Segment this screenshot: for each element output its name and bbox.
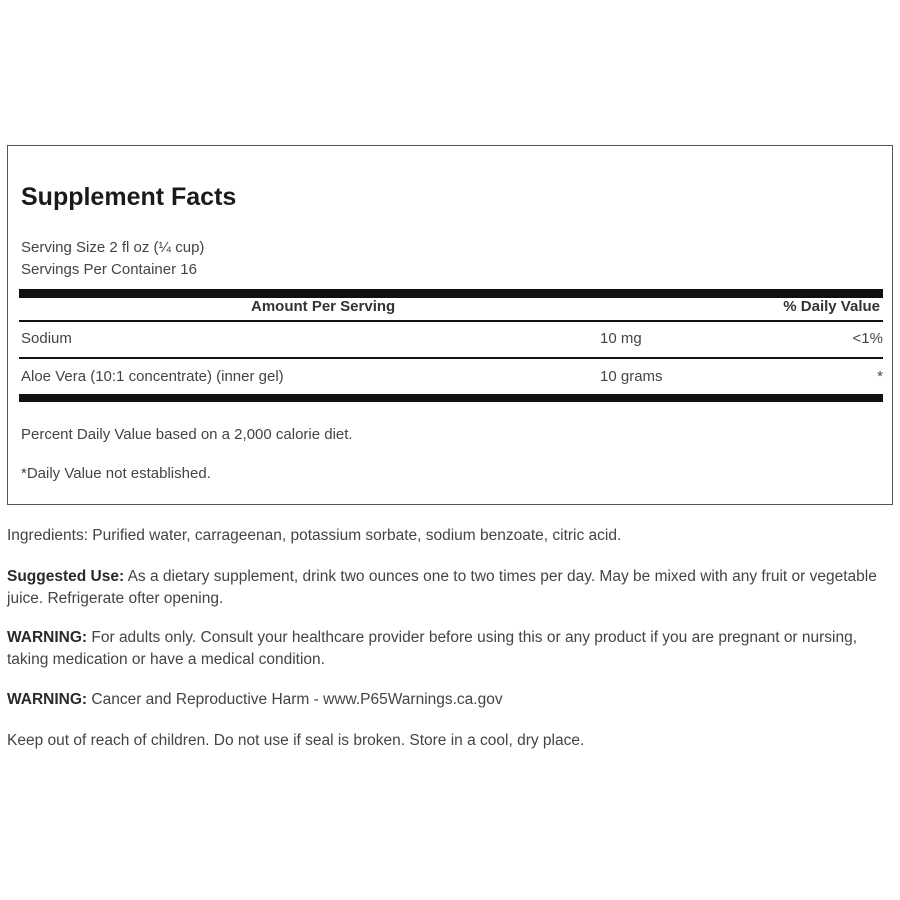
table-row bbox=[19, 326, 883, 356]
storage-text bbox=[7, 730, 887, 752]
warning-label: WARNING: bbox=[7, 691, 88, 708]
table-row bbox=[19, 364, 883, 394]
thin-divider bbox=[19, 320, 883, 322]
not-established-footnote: *Daily Value not established. bbox=[21, 465, 211, 482]
suggested-use-body: As a dietary supplement, drink two ounces one to two times per day. May be mixed with any fruit or vegetable juice. Refrigerate ofter opening. bbox=[7, 568, 877, 607]
serving-size: Serving Size 2 fl oz (¼ cup) bbox=[21, 239, 205, 256]
warning-prop65-body: Cancer and Reproductive Harm - www.P65Warnings.ca.gov bbox=[87, 691, 503, 708]
warning-prop65-text bbox=[7, 689, 887, 711]
nutrient-amount: 10 mg bbox=[600, 330, 642, 347]
warning-adults-body: For adults only. Consult your healthcare provider before using this or any product if you are pregnant or nursing, taking medication or have a medical condition. bbox=[7, 629, 858, 668]
daily-value-header: % Daily Value bbox=[783, 298, 880, 315]
thin-divider bbox=[19, 357, 883, 359]
thick-divider bbox=[19, 394, 883, 402]
nutrient-daily-value: <1% bbox=[852, 330, 883, 347]
nutrient-name: Sodium bbox=[21, 330, 72, 347]
warning-label: WARNING: bbox=[7, 629, 88, 646]
suggested-use-label: Suggested Use: bbox=[7, 568, 125, 585]
nutrient-amount: 10 grams bbox=[600, 368, 663, 385]
supplement-facts-panel bbox=[7, 145, 893, 505]
daily-value-footnote: Percent Daily Value based on a 2,000 calorie diet. bbox=[21, 426, 353, 443]
suggested-use-text bbox=[7, 566, 887, 610]
ingredients-body: Ingredients: Purified water, carrageenan, potassium sorbate, sodium benzoate, citric acid. bbox=[7, 527, 622, 544]
facts-title: Supplement Facts bbox=[21, 183, 237, 211]
amount-per-serving-header: Amount Per Serving bbox=[251, 298, 396, 315]
servings-per-container: Servings Per Container 16 bbox=[21, 261, 197, 278]
thick-divider bbox=[19, 289, 883, 298]
warning-adults-text bbox=[7, 627, 887, 671]
ingredients-text bbox=[7, 525, 887, 547]
nutrient-name: Aloe Vera (10:1 concentrate) (inner gel) bbox=[21, 368, 284, 385]
storage-body: Keep out of reach of children. Do not use if seal is broken. Store in a cool, dry place. bbox=[7, 732, 585, 749]
nutrient-daily-value: * bbox=[877, 368, 883, 385]
